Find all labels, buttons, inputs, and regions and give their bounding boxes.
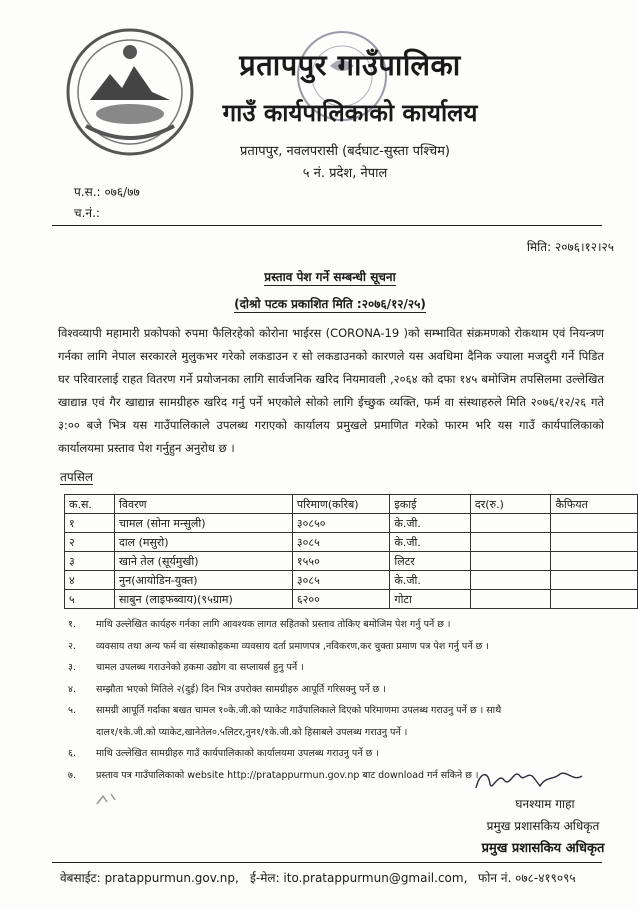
note-number: १. bbox=[68, 619, 76, 630]
table-cell: २ bbox=[65, 533, 115, 552]
table-cell: के.जी. bbox=[390, 571, 470, 590]
table-cell: दाल (मसुरो) bbox=[114, 533, 292, 552]
table-row bbox=[65, 571, 638, 590]
table-cell: खाने तेल (सूर्यमुखी) bbox=[114, 552, 292, 571]
office-title: गाउँ कार्यपालिकाको कार्यालय bbox=[222, 99, 478, 127]
table-cell: साबुन (लाइफब्वाय)(९५ग्राम) bbox=[114, 590, 292, 609]
signatory-post: प्रमुख प्रशासकिय अधिकृत bbox=[486, 819, 600, 833]
table-cell: चामल (सोना मन्सुली) bbox=[114, 514, 292, 533]
table-cell bbox=[470, 514, 551, 533]
footer-phone bbox=[478, 869, 576, 886]
table-cell bbox=[470, 571, 551, 590]
reference-chn bbox=[74, 204, 100, 221]
ps-value: ०७६/७७ bbox=[104, 185, 140, 199]
nepal-emblem-icon bbox=[60, 22, 200, 162]
table-cell: १ bbox=[65, 514, 115, 533]
note-number: ५. bbox=[68, 705, 76, 716]
notice-subtitle-text: (दोश्रो पटक प्रकाशित मिति :२०७६/१२/२५) bbox=[234, 297, 426, 311]
table-cell: ३०८५० bbox=[292, 514, 389, 533]
email-value[interactable]: ito.pratappurmun@gmail.com, bbox=[283, 871, 468, 885]
notes-list bbox=[68, 614, 608, 786]
table-row bbox=[65, 533, 638, 552]
table-cell: ३०८५ bbox=[292, 571, 389, 590]
notice-body: विश्वव्यापी महामारी प्रकोपको रुपमा फैलिरहेको कोरोना भाईरस (CORONA-19 )को सम्भावित संक्रमणको रोकथाम एवं नियन्त्रण गर्नका लागि नेपाल सरकारले मुलुकभर गरेको लकडाउन र सो लकडाउनको कारणले यस अवधिमा दैनिक ज्याला मजदुरी गर्ने पिडित घर परिवारलाई राहत वितरण गर्ने प्रयोजनका लागि सार्वजनिक खरिद नियमावली ,२०६४ को दफा १४५ बमोजिम तपसिलमा उल्लेखित खाद्यान्न एवं गैर खाद्यान्न सामग्रीहरु खरिद गर्नु पर्ने भएकोले सोको लागि ईच्छुक व्यक्ति, फर्म वा संस्थाहरुले मिति २०७६/१२/२६ गते ३:०० बजे भित्र यस गाउँपालिकाले उपलब्ध गराएको कार्यालय प्रमुखले प्रमाणित गरेको फारम भरि यस गाउँ कार्यपालिकाको कार्यालयमा प्रस्ताव पेश गर्नुहुन अनुरोध छ । bbox=[58, 326, 604, 455]
note-text: माथि उल्लेखित कार्यहरु गर्नका लागि आवश्यक लागत सहितको प्रस्ताव तोकिए बमोजिम पेश गर्नु पर्ने छ । bbox=[96, 619, 451, 630]
note-item bbox=[68, 636, 608, 658]
table-cell: ३०८५ bbox=[292, 533, 389, 552]
notice-title bbox=[60, 268, 600, 285]
email-label: ई-मेल: bbox=[250, 871, 280, 885]
website-label: वेबसाईट: bbox=[60, 871, 101, 885]
note-text: माथि उल्लेखित सामग्रीहरु गाउँ कार्यपालिकाको कार्यालयमा उपलब्ध गराउनु पर्ने छ । bbox=[96, 748, 379, 759]
note-item bbox=[68, 657, 608, 679]
signatory-name: घनश्याम गाहा bbox=[515, 797, 575, 811]
note-text: व्यवसाय तथा अन्य फर्म वा संस्थाकोहकमा व्यवसाय दर्ता प्रमाणपत्र ,नविकरण,कर चुक्ता प्रमाण पत्र पेश गर्नु पर्ने छ । bbox=[96, 640, 489, 652]
table-cell bbox=[551, 590, 638, 609]
table-header-row bbox=[65, 495, 638, 514]
address-line-2: ५ नं. प्रदेश, नेपाल bbox=[302, 166, 388, 181]
tapsil-label: तपसिल bbox=[60, 470, 94, 484]
table-cell: ३ bbox=[65, 552, 115, 571]
phone-value: ०७८-४१९०९५ bbox=[515, 871, 576, 885]
table-cell: लिटर bbox=[390, 552, 470, 571]
note-number: ४. bbox=[68, 683, 76, 695]
note-number: ७. bbox=[68, 769, 76, 781]
note-text: सामग्री आपूर्ति गर्दाका बखत चामल १०के.जी.को प्याकेट गाउँपालिकाले दिएको परिमाणमा उपलब्ध गराउनु पर्ने छ । साथै bbox=[96, 705, 502, 716]
table-cell bbox=[470, 590, 551, 609]
note-text: सम्झौता भएको मितिले २(दुई) दिन भित्र उपरोक्त सामग्रीहरु आपूर्ति गरिसक्नु पर्ने छ । bbox=[96, 683, 386, 695]
table-header-cell: इकाई bbox=[390, 495, 470, 514]
tapsil-heading bbox=[60, 468, 93, 485]
table-row bbox=[65, 590, 638, 609]
designation-stamp: प्रमुख प्रशासकिय अधिकृत bbox=[481, 841, 605, 856]
footer-email bbox=[250, 869, 467, 886]
table-cell bbox=[551, 514, 638, 533]
table-header-cell: क.स. bbox=[65, 495, 115, 514]
table-cell bbox=[551, 533, 638, 552]
table-header-cell: विवरण bbox=[114, 495, 292, 514]
table-header-cell: परिमाण(करिब) bbox=[292, 495, 389, 514]
table-header-cell: कैफियत bbox=[551, 495, 638, 514]
note-item bbox=[68, 614, 608, 636]
letter-date: मिति: २०७६।१२।२५ bbox=[526, 240, 614, 254]
address-line-1: प्रतापपुर, नवलपरासी (बर्दघाट-सुस्ता पश्चिम) bbox=[240, 144, 450, 159]
scribble-mark bbox=[95, 790, 125, 815]
handwritten-signature bbox=[470, 762, 590, 798]
note-item bbox=[68, 700, 608, 722]
table-cell: के.जी. bbox=[390, 514, 470, 533]
chn-label: च.नं.: bbox=[74, 206, 100, 220]
footer-website bbox=[60, 869, 239, 886]
note-text: प्रस्ताव पत्र गाउँपालिकाको website http://pratappurmun.gov.np बाट download गर्न सकिने छ । bbox=[96, 769, 479, 781]
footer-divider bbox=[52, 862, 602, 863]
notice-title-text: प्रस्ताव पेश गर्ने सम्बन्धी सूचना bbox=[264, 270, 396, 284]
table-cell bbox=[551, 571, 638, 590]
table-cell: ५ bbox=[65, 590, 115, 609]
website-value[interactable]: pratappurmun.gov.np, bbox=[104, 871, 239, 885]
reference-ps bbox=[74, 183, 140, 200]
note-number: ३. bbox=[68, 662, 76, 673]
note-number: ६. bbox=[68, 748, 76, 759]
table-row bbox=[65, 552, 638, 571]
note-continuation: दाल१/१के.जी.को प्याकेट,खानेतेल०.५लिटर,नुन१/१के.जी.को हिसाबले उपलब्ध गराउनु पर्ने । bbox=[96, 726, 408, 738]
table-cell: ४ bbox=[65, 571, 115, 590]
note-text: चामल उपलब्ध गराउनेको हकमा उद्योग वा सप्लायर्स हुनु पर्ने । bbox=[96, 662, 304, 673]
table-cell bbox=[470, 533, 551, 552]
table-cell: के.जी. bbox=[390, 533, 470, 552]
header-divider bbox=[52, 225, 602, 226]
table-header-cell: दर(रु.) bbox=[470, 495, 551, 514]
table-cell: नुन(आयोडिन-युक्त) bbox=[114, 571, 292, 590]
table-cell: गोटा bbox=[390, 590, 470, 609]
table-cell bbox=[551, 552, 638, 571]
table-cell: १५५० bbox=[292, 552, 389, 571]
table-cell bbox=[470, 552, 551, 571]
table-row bbox=[65, 514, 638, 533]
note-number: २. bbox=[68, 640, 76, 652]
note-item bbox=[68, 679, 608, 701]
municipality-title: प्रतापपुर गाउँपालिका bbox=[239, 48, 461, 82]
table-cell: ६२०० bbox=[292, 590, 389, 609]
notice-subtitle bbox=[60, 295, 600, 312]
phone-label: फोन नं. bbox=[478, 871, 512, 885]
items-table bbox=[64, 494, 638, 609]
ps-label: प.स.: bbox=[74, 185, 101, 199]
